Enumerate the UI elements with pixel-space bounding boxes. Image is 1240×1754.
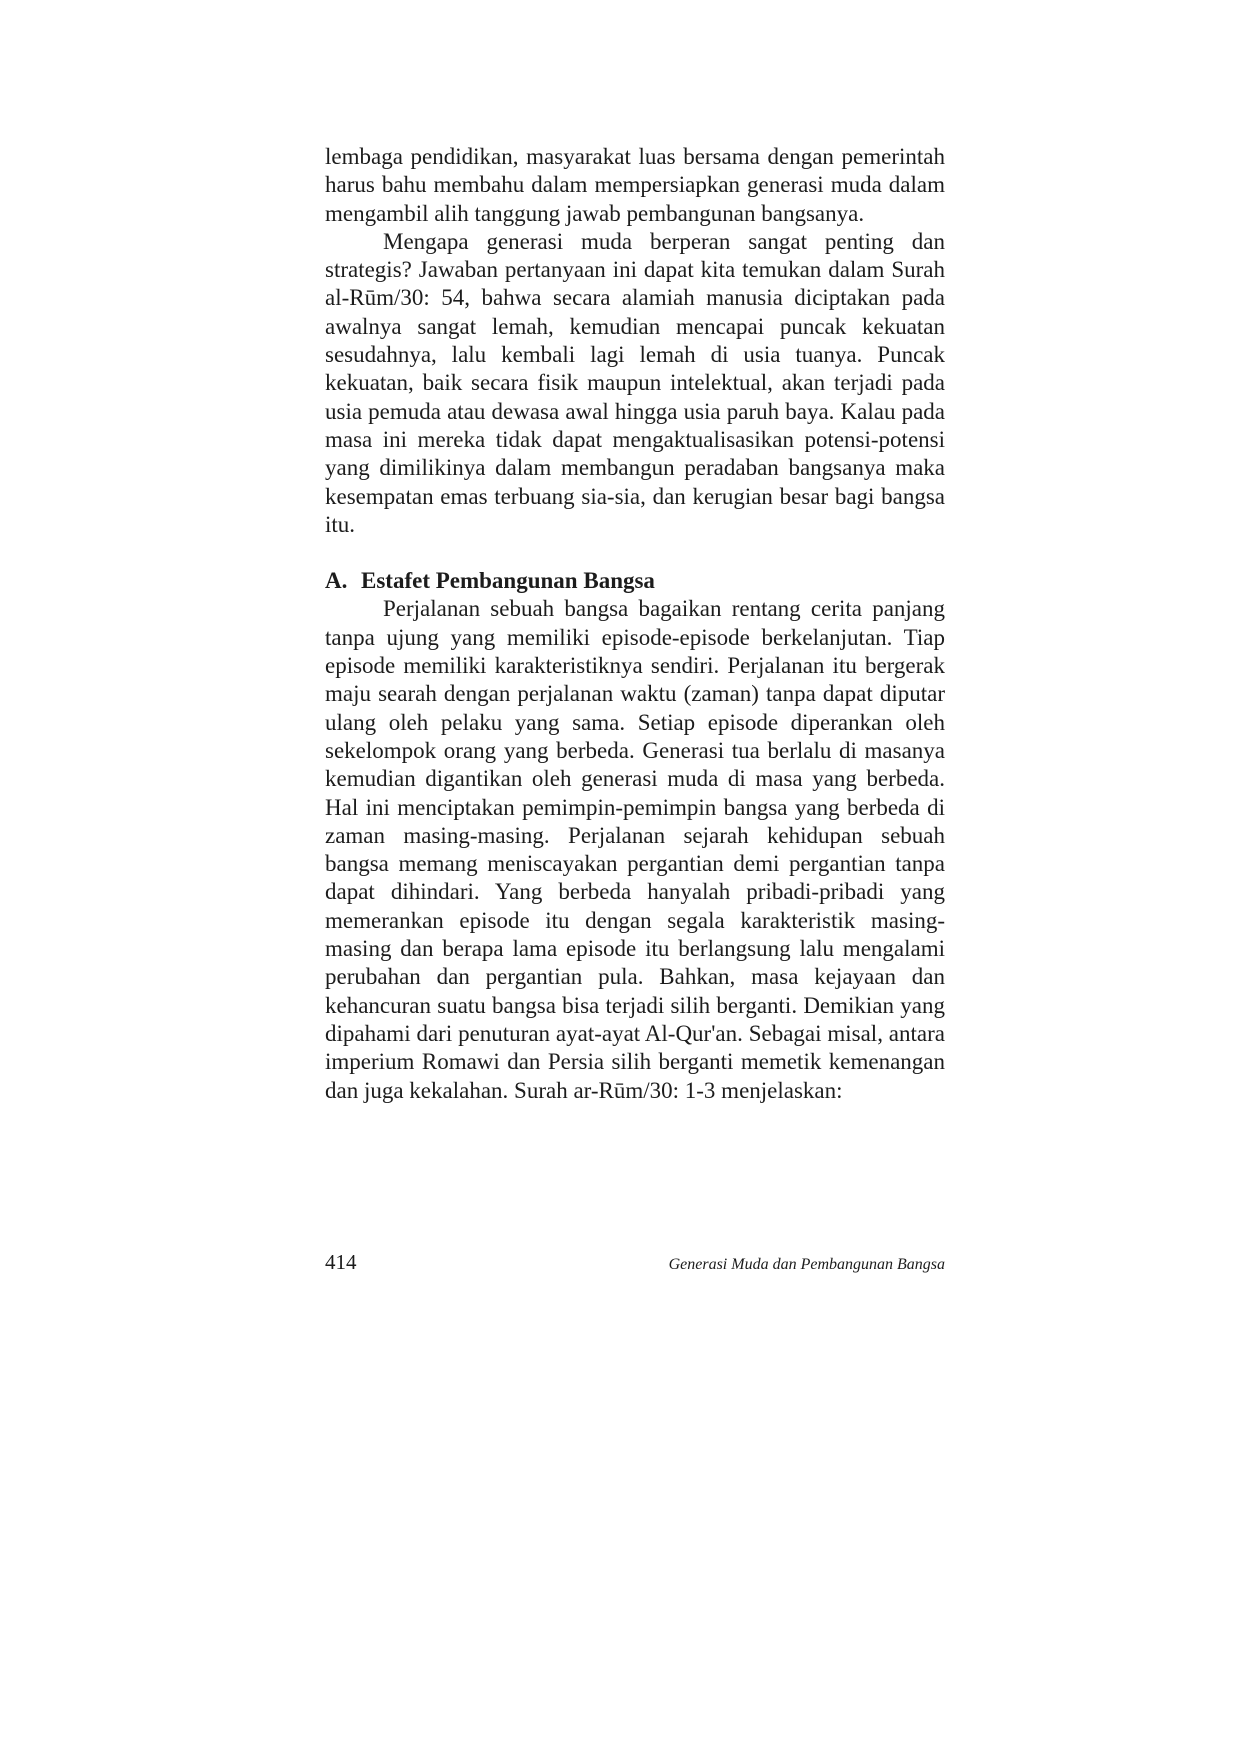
paragraph-estafet: Perjalanan sebuah bangsa bagaikan rentang cerita panjang tanpa ujung yang memiliki episode-episode berkelanjutan. Tiap episode memiliki karakteristiknya sendiri. Perjalanan itu bergerak maju searah dengan perjalanan waktu (zaman) tanpa dapat diputar ulang oleh pelaku yang sama. Setiap episode diperankan oleh sekelompok orang yang berbeda. Generasi tua berlalu di masanya kemudian digantikan oleh generasi muda di masa yang berbeda. Hal ini menciptakan pemimpin-pemimpin bangsa yang berbeda di zaman masing-masing. Perjalanan sejarah kehidupan sebuah bangsa memang meniscayakan pergantian demi pergantian tanpa dapat dihindari. Yang berbeda hanyalah pribadi-pribadi yang memerankan episode itu dengan segala karakteristik masing-masing dan berapa lama episode itu berlangsung lalu mengalami perubahan dan pergantian pula. Bahkan, masa kejayaan dan kehancuran suatu bangsa bisa terjadi silih berganti. Demikian yang dipahami dari penuturan ayat-ayat Al-Qur'an. Sebagai misal, antara imperium Romawi dan Persia silih berganti memetik kemenangan dan juga kekalahan. Surah ar-Rūm/30: 1-3 menjelaskan: — [325, 596, 945, 1103]
section-number: A. — [325, 568, 348, 594]
section-title: Estafet Pembangunan Bangsa — [361, 568, 655, 594]
running-title: Generasi Muda dan Pembangunan Bangsa — [668, 1256, 945, 1273]
page-footer — [325, 1250, 945, 1275]
section-heading — [325, 567, 945, 595]
paragraph-continuation: lembaga pendidikan, masyarakat luas bersama dengan pemerintah harus bahu membahu dalam mempersiapkan generasi muda dalam mengambil alih tanggung jawab pembangunan bangsanya. — [325, 144, 945, 226]
page-number: 414 — [325, 1250, 357, 1274]
paragraph-why-youth: Mengapa generasi muda berperan sangat penting dan strategis? Jawaban pertanyaan ini dapat kita temukan dalam Surah al-Rūm/30: 54, bahwa secara alamiah manusia diciptakan pada awalnya sangat lemah, kemudian mencapai puncak kekuatan sesudahnya, lalu kembali lagi lemah di usia tuanya. Puncak kekuatan, baik secara fisik maupun intelektual, akan terjadi pada usia pemuda atau dewasa awal hingga usia paruh baya. Kalau pada masa ini mereka tidak dapat mengaktualisasikan potensi-potensi yang dimilikinya dalam membangun peradaban bangsanya maka kesempatan emas terbuang sia-sia, dan kerugian besar bagi bangsa itu. — [325, 228, 945, 537]
body-text — [325, 143, 945, 1105]
